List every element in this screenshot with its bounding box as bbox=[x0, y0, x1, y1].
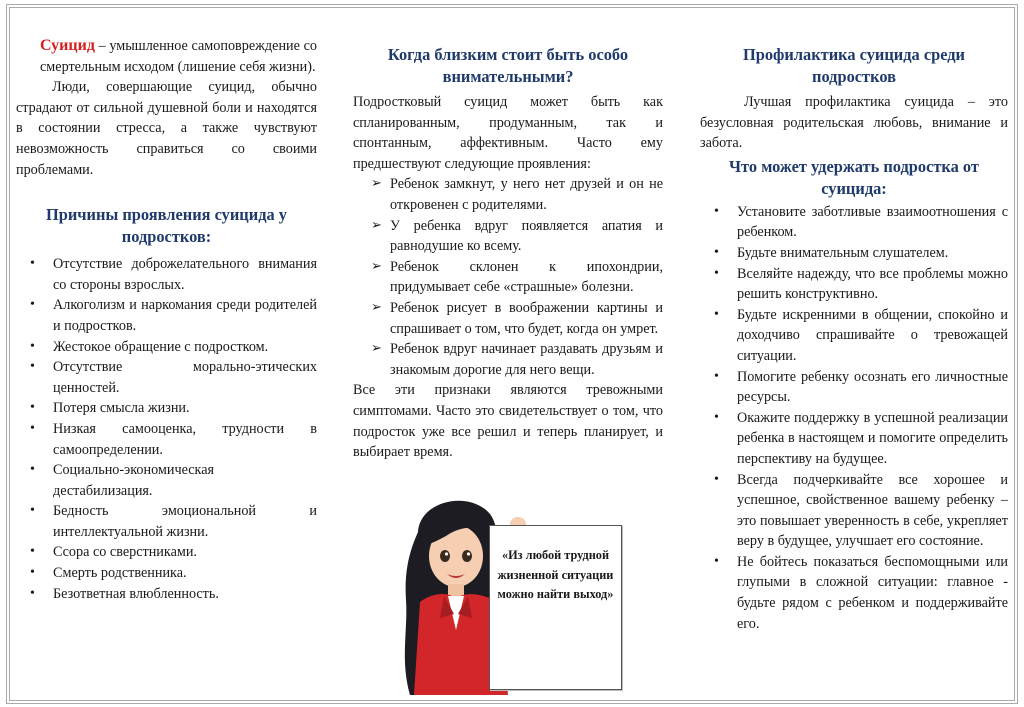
list-item: • Смерть родственника. bbox=[16, 563, 317, 584]
list-item: ➢ Ребенок рисует в воображении картины и спрашивает о том, что будет, когда он умрет. bbox=[353, 298, 663, 339]
intro-paragraph: Люди, совершающие суицид, обычно страдают от сильной душевной боли и находятся в состоянии стресса, а также чувствуют невозможность справиться со своими проблемами. bbox=[16, 79, 317, 178]
list-item: ➢ Ребенок замкнут, у него нет друзей и он не откровенен с родителями. bbox=[353, 174, 663, 215]
definition-paragraph bbox=[40, 36, 317, 77]
list-item: • Жестокое обращение с подростком. bbox=[16, 337, 317, 358]
list-item: • Помогите ребенку осознать его личностные ресурсы. bbox=[700, 367, 1008, 408]
definition-text: – умышленное самоповреждение со смертельным исходом (лишение себя жизни). bbox=[40, 38, 317, 75]
attention-intro: Подростковый суицид может быть как спланированным, продуманным, так и спонтанным, аффективным. Часто ему предшествуют следующие проявления: bbox=[353, 94, 663, 172]
column-left bbox=[16, 36, 317, 604]
list-item: ➢ Ребенок склонен к ипохондрии, придумывает себе «страшные» болезни. bbox=[353, 257, 663, 298]
list-item: • Бедность эмоциональной и интеллектуальной жизни. bbox=[16, 501, 317, 542]
list-item: • Установите заботливые взаимоотношения с ребенком. bbox=[700, 202, 1008, 243]
list-item: • Алкоголизм и наркомания среди родителей и подростков. bbox=[16, 295, 317, 336]
attention-outro: Все эти признаки являются тревожными симптомами. Часто это свидетельствует о том, что подросток уже все решил и теперь планирует, и выбирает время. bbox=[353, 382, 663, 461]
list-item: • Низкая самооценка, трудности в самоопределении. bbox=[16, 419, 317, 460]
list-item: • Не бойтесь показаться беспомощными или глупыми в сложной ситуации: главное - будьте рядом с ребенком и поддерживайте его. bbox=[700, 552, 1008, 634]
list-item: • Окажите поддержку в успешной реализации ребенка в настоящем и помогите определить перспективу на будущее. bbox=[700, 408, 1008, 470]
list-item: • Отсутствие доброжелательного внимания со стороны взрослых. bbox=[16, 254, 317, 295]
list-item: • Ссора со сверстниками. bbox=[16, 542, 317, 563]
list-item: • Вселяйте надежду, что все проблемы можно решить конструктивно. bbox=[700, 264, 1008, 305]
causes-list bbox=[16, 254, 317, 604]
column-middle bbox=[353, 44, 663, 463]
list-item: • Будьте искренними в общении, спокойно и доходчиво спрашивайте о тревожащей ситуации. bbox=[700, 305, 1008, 367]
signs-list bbox=[353, 174, 663, 380]
quote-text: «Из любой трудной жизненной ситуации можно найти выход» bbox=[497, 548, 614, 601]
causes-heading: Причины проявления суицида у подростков: bbox=[46, 205, 287, 247]
quote-sign bbox=[489, 525, 622, 690]
support-heading: Что может удержать подростка от суицида: bbox=[729, 156, 979, 198]
list-item: • Будьте внимательным слушателем. bbox=[700, 243, 1008, 264]
prevention-paragraph: Лучшая профилактика суицида – это безусловная родительская любовь, внимание и забота. bbox=[700, 94, 1008, 152]
list-item: • Безответная влюбленность. bbox=[16, 584, 317, 605]
list-item: ➢ Ребенок вдруг начинает раздавать друзьям и знакомым дорогие для него вещи. bbox=[353, 339, 663, 380]
list-item: • Социально-экономическая дестабилизация. bbox=[16, 460, 317, 501]
attention-heading: Когда близким стоит быть особо внимательными? bbox=[387, 45, 629, 86]
list-item: ➢ У ребенка вдруг появляется апатия и равнодушие ко всему. bbox=[353, 216, 663, 257]
definition-term: Суицид bbox=[40, 37, 95, 54]
support-list bbox=[700, 202, 1008, 634]
prevention-heading: Профилактика суицида среди подростков bbox=[742, 45, 966, 86]
list-item: • Потеря смысла жизни. bbox=[16, 398, 317, 419]
list-item: • Отсутствие морально-этических ценностей. bbox=[16, 357, 317, 398]
list-item: • Всегда подчеркивайте все хорошее и успешное, свойственное вашему ребенку – это повышает уверенность в себе, укрепляет веру в будущее, улучшает его состояние. bbox=[700, 470, 1008, 552]
column-right bbox=[700, 44, 1008, 634]
